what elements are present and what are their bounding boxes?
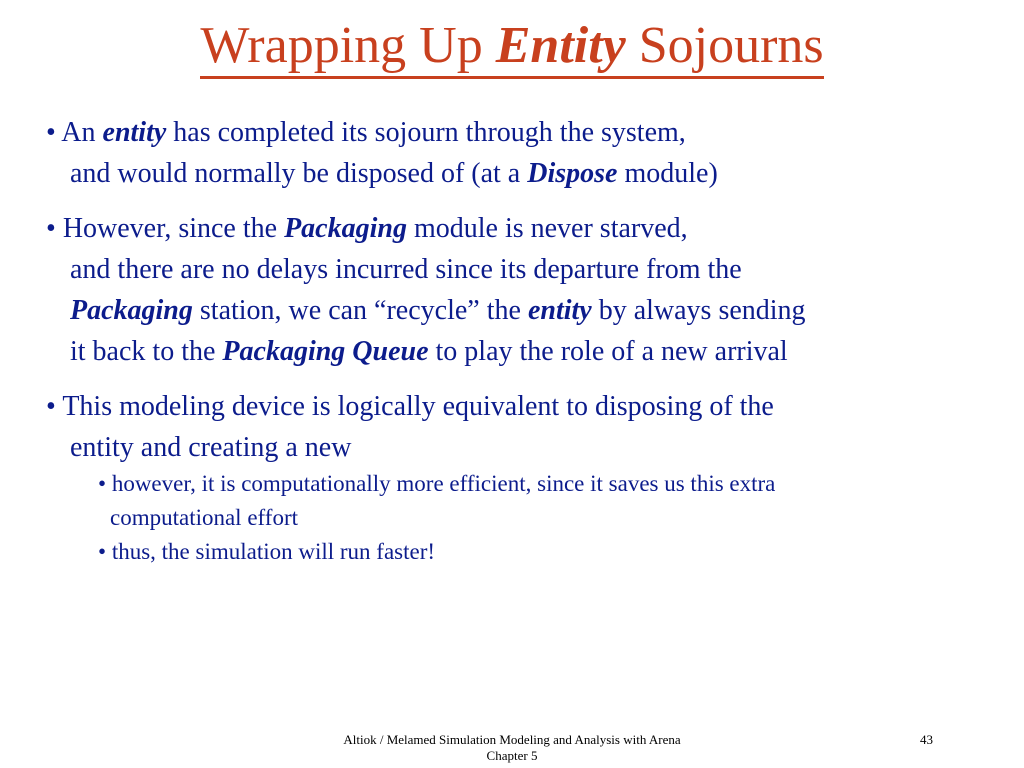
bullet-2-line-1: • However, since the Packaging module is never starved, xyxy=(46,213,688,244)
bullet-3-line-1: • This modeling device is logically equivalent to disposing of the xyxy=(46,391,774,422)
bullet-2-line-3: Packaging station, we can “recycle” the entity by always sending xyxy=(70,295,806,326)
sub-bullet-2-line-1: • thus, the simulation will run faster! xyxy=(98,539,436,564)
slide-title-text: Wrapping Up Entity Sojourns xyxy=(200,16,823,79)
slide-title xyxy=(0,14,1024,79)
bullet-2-line-2: and there are no delays incurred since its departure from the xyxy=(70,254,742,285)
sub-bullet-1-line-2: computational effort xyxy=(110,505,298,530)
bullet-3-line-2: entity and creating a new xyxy=(70,432,352,463)
sub-bullet-1-line-1: • however, it is computationally more efficient, since it saves us this extra xyxy=(98,471,776,496)
footer-citation: Altiok / Melamed Simulation Modeling and Analysis with Arena Chapter 5 xyxy=(343,732,681,763)
bullet-2-line-4: it back to the Packaging Queue to play the role of a new arrival xyxy=(70,336,788,367)
page-number: 43 xyxy=(920,732,933,747)
bullet-1-line-1: • An entity has completed its sojourn through the system, xyxy=(46,117,686,148)
bullet-1-line-2: and would normally be disposed of (at a Dispose module) xyxy=(70,158,718,189)
